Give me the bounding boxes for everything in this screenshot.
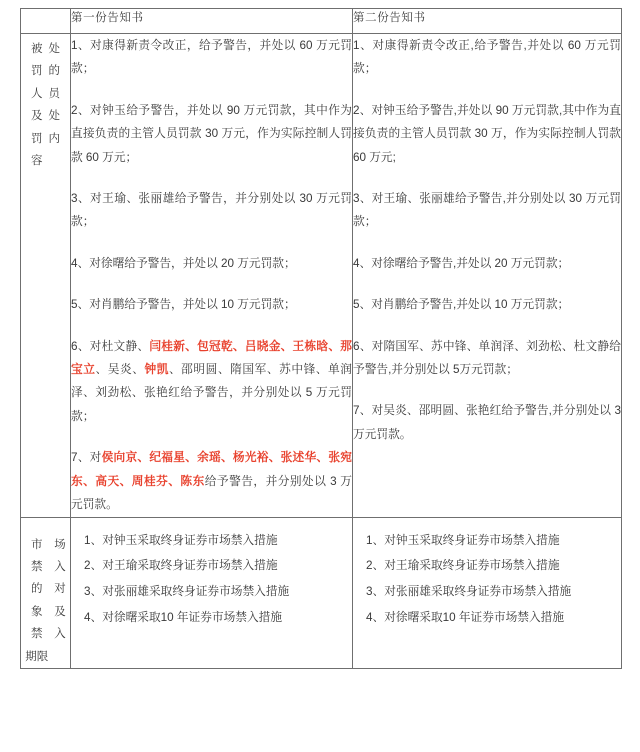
vertical-label-char: 被 (31, 43, 43, 55)
vertical-label (21, 518, 70, 669)
item-text: 5、对肖鹏给予警告,并处以 10 万元罚款； (353, 298, 570, 312)
vertical-label-char: 期限 (25, 650, 49, 663)
item-text: 2、对王瑜采取终身证券市场禁入措施 (366, 559, 560, 573)
vertical-label-col-left (31, 38, 43, 173)
item-text: 2、对钟玉给予警告,并处以 90 万元罚款,其中作为直接负责的主管人员罚款 30 万，作为实际控制人罚款 60 万元; (353, 103, 621, 164)
highlighted-names: 闫桂新、包冠乾、吕晓金、王栋晗、那宝立 (71, 339, 352, 377)
item-text: 3、对张丽雄采取终身证券市场禁入措施 (84, 585, 290, 599)
item-text: 1、对康得新责令改正,给予警告,并处以 60 万元罚款； (353, 39, 621, 76)
penalty-item (71, 252, 352, 275)
cell-first-notice-penalties (71, 34, 353, 518)
penalty-item (84, 607, 339, 630)
item-text: 6、对隋国军、苏中锋、单润泽、刘劲松、杜文静给予警告,并分别处以 5万元罚款； (353, 339, 621, 377)
item-text: 3、对张丽雄采取终身证券市场禁入措施 (366, 585, 572, 599)
penalty-item (353, 399, 621, 446)
item-text: 、邵明圆、隋国军、苏中锋、单润泽、刘劲松、张艳红给予警告，并分别处以 5 万元罚款； (71, 363, 352, 423)
comparison-table (20, 8, 622, 669)
cell-first-notice-market-ban (71, 517, 353, 669)
vertical-label-char: 处 (48, 43, 60, 55)
item-text: 3、对王瑜、张丽雄给予警告，并分别处以 30 万元罚款； (71, 192, 352, 229)
penalty-item (71, 99, 352, 169)
item-text: 给予警告，并分别处以 3 万元罚款。 (71, 474, 352, 512)
table-row (21, 517, 622, 669)
table-header-row (21, 9, 622, 34)
penalty-item (353, 293, 621, 316)
item-text: 1、对康得新责令改正，给予警告，并处以 60 万元罚款； (71, 39, 352, 76)
item-text: 2、对钟玉给予警告，并处以 90 万元罚款，其中作为直接负责的主管人员罚款 30 万元，作为实际控制人罚款 60 万元； (71, 103, 352, 164)
item-text: 1、对钟玉采取终身证券市场禁入措施 (84, 533, 278, 547)
penalty-item (366, 607, 608, 630)
vertical-label-char: 罚 (31, 65, 43, 78)
vertical-label-char: 入 (54, 560, 66, 573)
penalty-item (353, 99, 621, 169)
table-row (21, 34, 622, 518)
penalty-item (71, 446, 352, 516)
penalty-item (366, 555, 608, 578)
vertical-label-char: 禁 (31, 560, 43, 573)
penalty-item (366, 581, 608, 604)
vertical-label-char: 处 (48, 110, 60, 123)
penalty-item (84, 555, 339, 578)
item-text: 4、对徐曙采取10 年证券市场禁入措施 (366, 610, 565, 624)
item-text: 4、对徐曙给予警告，并处以 20 万元罚款； (71, 256, 296, 270)
vertical-label-char: 及 (54, 605, 66, 618)
highlighted-names: 钟凯 (144, 363, 169, 377)
vertical-label-char: 禁 (31, 628, 43, 641)
penalty-item (353, 252, 621, 275)
header-corner-cell (21, 9, 71, 34)
vertical-label-col-left (25, 534, 48, 669)
vertical-label-col-right (54, 534, 66, 646)
penalty-item (71, 293, 352, 316)
cell-second-notice-market-ban (353, 517, 622, 669)
vertical-label-char: 象 (31, 605, 43, 618)
penalty-item (71, 34, 352, 81)
vertical-label-char: 人 (31, 87, 43, 100)
item-text: 4、对徐曙采取10 年证券市场禁入措施 (84, 610, 283, 624)
item-text: 6、对杜文静、 (71, 339, 150, 353)
penalty-item (84, 581, 339, 604)
vertical-label-char: 容 (31, 155, 43, 168)
penalty-item (84, 530, 339, 553)
row-label-penalized-persons (21, 34, 71, 518)
vertical-label-char: 入 (54, 628, 66, 641)
item-text: 7、对吴炎、邵明圆、张艳红给予警告,并分别处以 3 万元罚款。 (353, 404, 621, 441)
vertical-label-char: 场 (54, 538, 66, 551)
item-text: 1、对钟玉采取终身证券市场禁入措施 (366, 533, 560, 547)
vertical-label-char: 市 (31, 538, 43, 551)
vertical-label-char: 对 (54, 583, 66, 596)
cell-second-notice-penalties (353, 34, 622, 518)
penalty-item (353, 34, 621, 81)
item-text: 3、对王瑜、张丽雄给予警告,并分别处以 30 万元罚款； (353, 192, 621, 229)
vertical-label-col-right (49, 38, 61, 150)
penalty-item (353, 187, 621, 234)
vertical-label-char: 的 (48, 65, 60, 78)
vertical-label-char: 及 (31, 110, 43, 123)
header-second-notice: 第二份告知书 (353, 9, 622, 34)
penalty-item (71, 187, 352, 234)
item-text: 4、对徐曙给予警告,并处以 20 万元罚款； (353, 256, 570, 270)
penalty-item (353, 335, 621, 382)
item-text: 5、对肖鹏给予警告，并处以 10 万元罚款； (71, 298, 296, 312)
vertical-label-char: 的 (31, 583, 43, 596)
vertical-label-char: 罚 (31, 132, 43, 145)
vertical-label (21, 34, 70, 173)
item-text: 2、对王瑜采取终身证券市场禁入措施 (84, 559, 278, 573)
item-text: 7、对 (71, 451, 102, 465)
highlighted-names: 侯向京、纪福星、余瑶、杨光裕、张述华、张宛东、高天、周桂芬、陈东 (71, 451, 352, 488)
item-text: 、吴炎、 (95, 363, 145, 377)
row-label-market-ban (21, 517, 71, 669)
penalty-item (366, 530, 608, 553)
vertical-label-char: 员 (48, 87, 60, 100)
header-first-notice: 第一份告知书 (71, 9, 353, 34)
penalty-item (71, 335, 352, 429)
vertical-label-char: 内 (48, 132, 60, 145)
